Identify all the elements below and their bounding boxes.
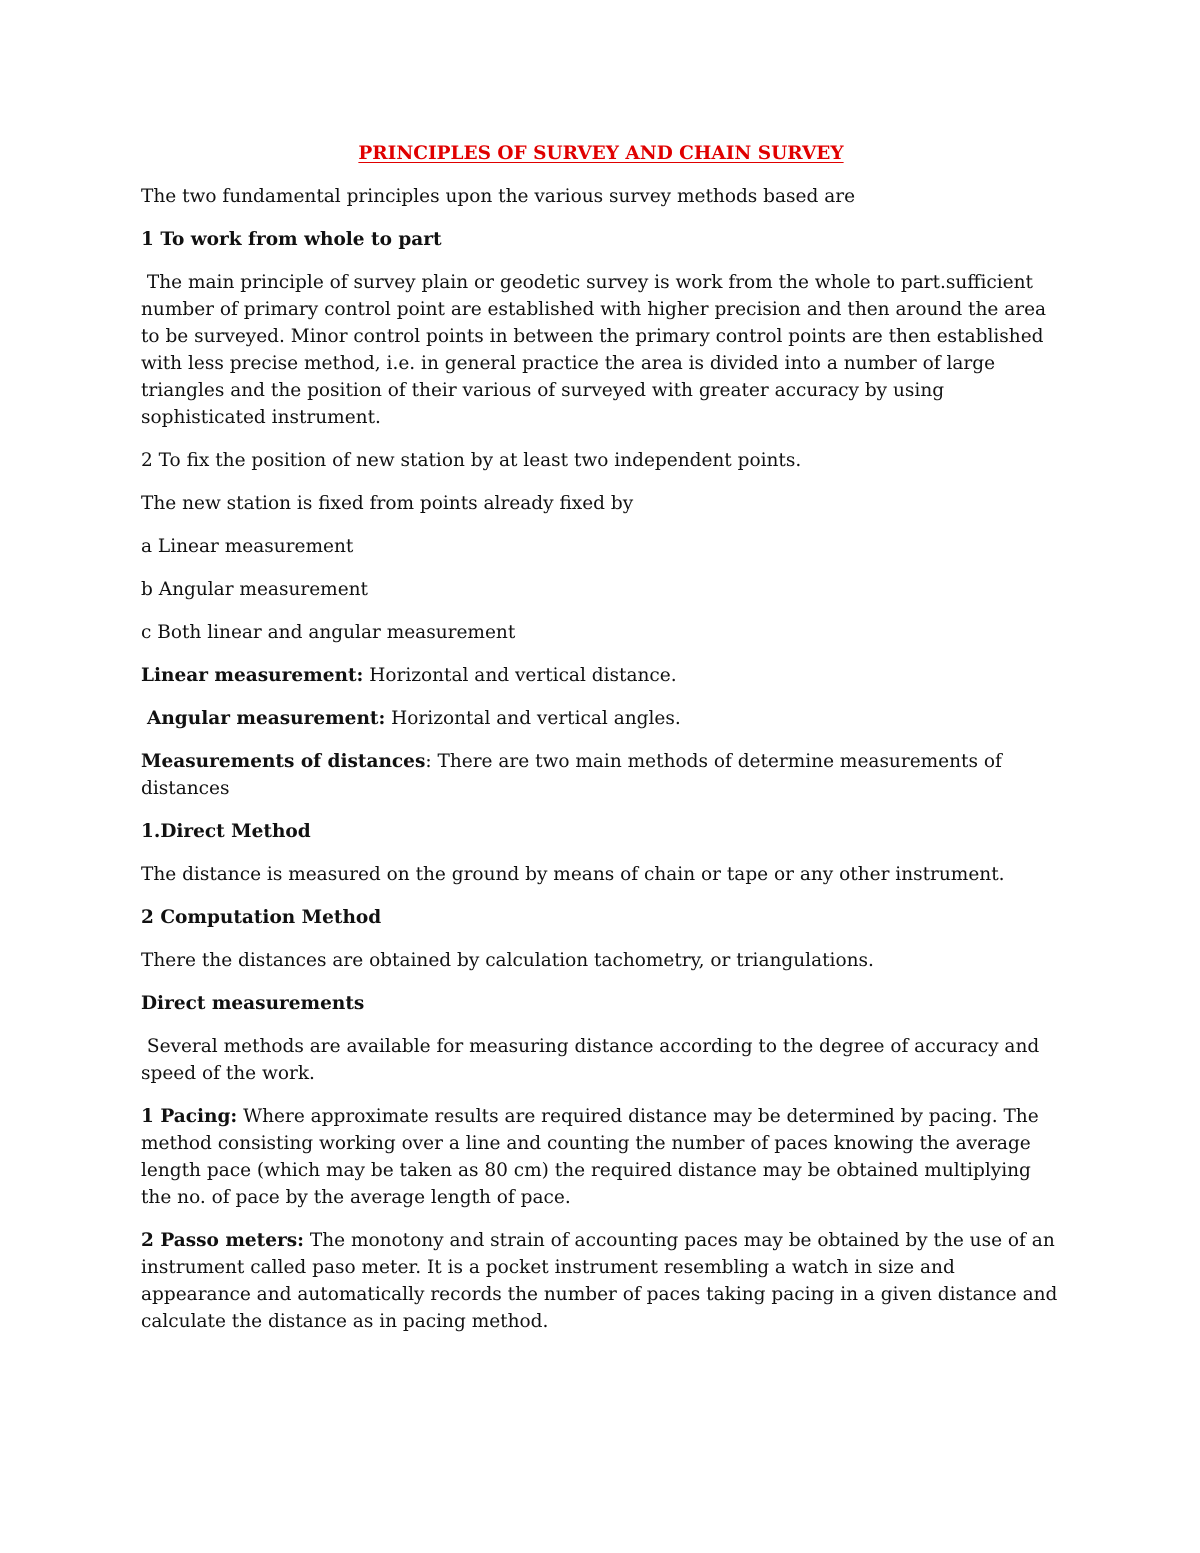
principle-2-paragraph: The new station is fixed from points already fixed by xyxy=(141,493,634,514)
list-item-c: c Both linear and angular measurement xyxy=(141,622,516,643)
pacing-text: Where approximate results are required distance may be determined by pacing. The method consisting working over a line and counting the number of paces knowing the average length pace (which may be taken as 80 cm) the required distance may be obtained multiplying the no. of pace by the average length of pace. xyxy=(141,1106,1039,1208)
pacing-paragraph xyxy=(141,1103,1061,1211)
principle-2-heading: 2 To fix the position of new station by at least two independent points. xyxy=(141,450,802,471)
linear-measurement-text: Horizontal and vertical distance. xyxy=(363,665,677,686)
direct-method-paragraph: The distance is measured on the ground by means of chain or tape or any other instrument. xyxy=(141,864,1005,885)
list-item-b: b Angular measurement xyxy=(141,579,368,600)
linear-measurement-line xyxy=(141,662,1061,689)
passo-meters-paragraph xyxy=(141,1227,1061,1335)
intro-paragraph: The two fundamental principles upon the various survey methods based are xyxy=(141,186,856,207)
document-title: PRINCIPLES OF SURVEY AND CHAIN SURVEY xyxy=(358,143,844,164)
principle-1-heading: 1 To work from whole to part xyxy=(141,229,442,250)
measurements-of-distances-label: Measurements of distances xyxy=(141,751,426,772)
passo-meters-label: 2 Passo meters: xyxy=(141,1230,304,1251)
pacing-label: 1 Pacing: xyxy=(141,1106,238,1127)
direct-measurements-heading: Direct measurements xyxy=(141,993,365,1014)
computation-method-paragraph: There the distances are obtained by calculation tachometry, or triangulations. xyxy=(141,950,874,971)
angular-measurement-label: Angular measurement: xyxy=(147,708,386,729)
linear-measurement-label: Linear measurement: xyxy=(141,665,364,686)
measurements-of-distances-text: : There are two main methods of determine measurements of distances xyxy=(141,751,1002,799)
principle-1-paragraph: The main principle of survey plain or geodetic survey is work from the whole to part.sufficient number of primary control point are established with higher precision and then around the area to be surveyed. Minor control points in between the primary control points are then established with less precise method, i.e. in general practice the area is divided into a number of large triangles and the position of their various of surveyed with greater accuracy by using sophisticated instrument. xyxy=(141,272,1052,428)
angular-measurement-text: Horizontal and vertical angles. xyxy=(385,708,681,729)
direct-method-heading: 1.Direct Method xyxy=(141,821,311,842)
measurements-of-distances-paragraph xyxy=(141,748,1061,802)
passo-meters-text: The monotony and strain of accounting paces may be obtained by the use of an instrument called paso meter. It is a pocket instrument resembling a watch in size and appearance and automatically records the number of paces taking pacing in a given distance and calculate the distance as in pacing method. xyxy=(141,1230,1058,1332)
document-body xyxy=(141,140,1061,1351)
direct-measurements-paragraph: Several methods are available for measuring distance according to the degree of accuracy and speed of the work. xyxy=(141,1036,1046,1084)
list-item-a: a Linear measurement xyxy=(141,536,354,557)
computation-method-heading: 2 Computation Method xyxy=(141,907,382,928)
angular-measurement-line xyxy=(141,705,1061,732)
